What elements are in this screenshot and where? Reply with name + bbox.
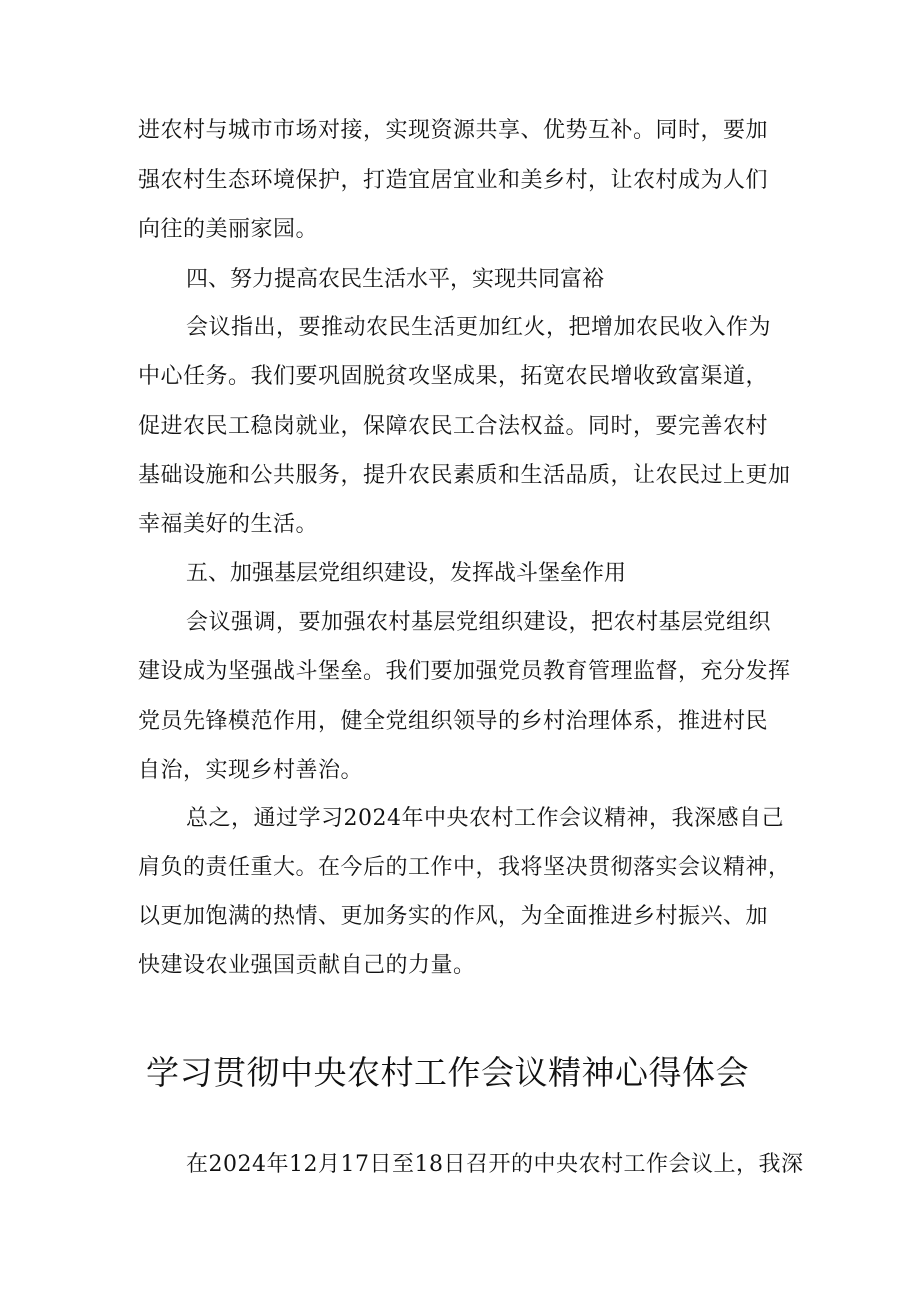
paragraph-line: 向往的美丽家园。	[138, 217, 319, 242]
paragraph-line: 幸福美好的生活。	[138, 512, 319, 537]
paragraph-line: 党员先锋模范作用，健全党组织领导的乡村治理体系，推进村民	[138, 709, 769, 734]
paragraph-line: 自治，实现乡村善治。	[138, 758, 364, 783]
paragraph-line: 基础设施和公共服务，提升农民素质和生活品质，让农民过上更加	[138, 463, 791, 488]
paragraph-line: 在2024年12月17日至18日召开的中央农村工作会议上，我深	[186, 1152, 804, 1177]
paragraph-line: 快建设农业强国贡献自己的力量。	[138, 953, 476, 978]
paragraph-line: 建设成为坚强战斗堡垒。我们要加强党员教育管理监督，充分发挥	[138, 659, 791, 684]
article-title: 学习贯彻中央农村工作会议精神心得体会	[146, 1053, 749, 1092]
paragraph-line: 总之，通过学习2024年中央农村工作会议精神，我深感自己	[186, 806, 784, 831]
paragraph-line: 进农村与城市市场对接，实现资源共享、优势互补。同时，要加	[138, 118, 769, 143]
paragraph-line: 以更加饱满的热情、更加务实的作风，为全面推进乡村振兴、加	[138, 904, 769, 929]
paragraph-line: 促进农民工稳岗就业，保障农民工合法权益。同时，要完善农村	[138, 414, 769, 439]
paragraph-line: 会议强调，要加强农村基层党组织建设，把农村基层党组织	[186, 610, 772, 635]
section-heading-4: 四、努力提高农民生活水平，实现共同富裕	[186, 267, 605, 292]
section-heading-5: 五、加强基层党组织建设，发挥战斗堡垒作用	[186, 561, 627, 586]
paragraph-line: 会议指出，要推动农民生活更加红火，把增加农民收入作为	[186, 315, 772, 340]
paragraph-line: 中心任务。我们要巩固脱贫攻坚成果，拓宽农民增收致富渠道，	[138, 364, 769, 389]
paragraph-line: 肩负的责任重大。在今后的工作中，我将坚决贯彻落实会议精神，	[138, 855, 791, 880]
paragraph-line: 强农村生态环境保护，打造宜居宜业和美乡村，让农村成为人们	[138, 168, 769, 193]
